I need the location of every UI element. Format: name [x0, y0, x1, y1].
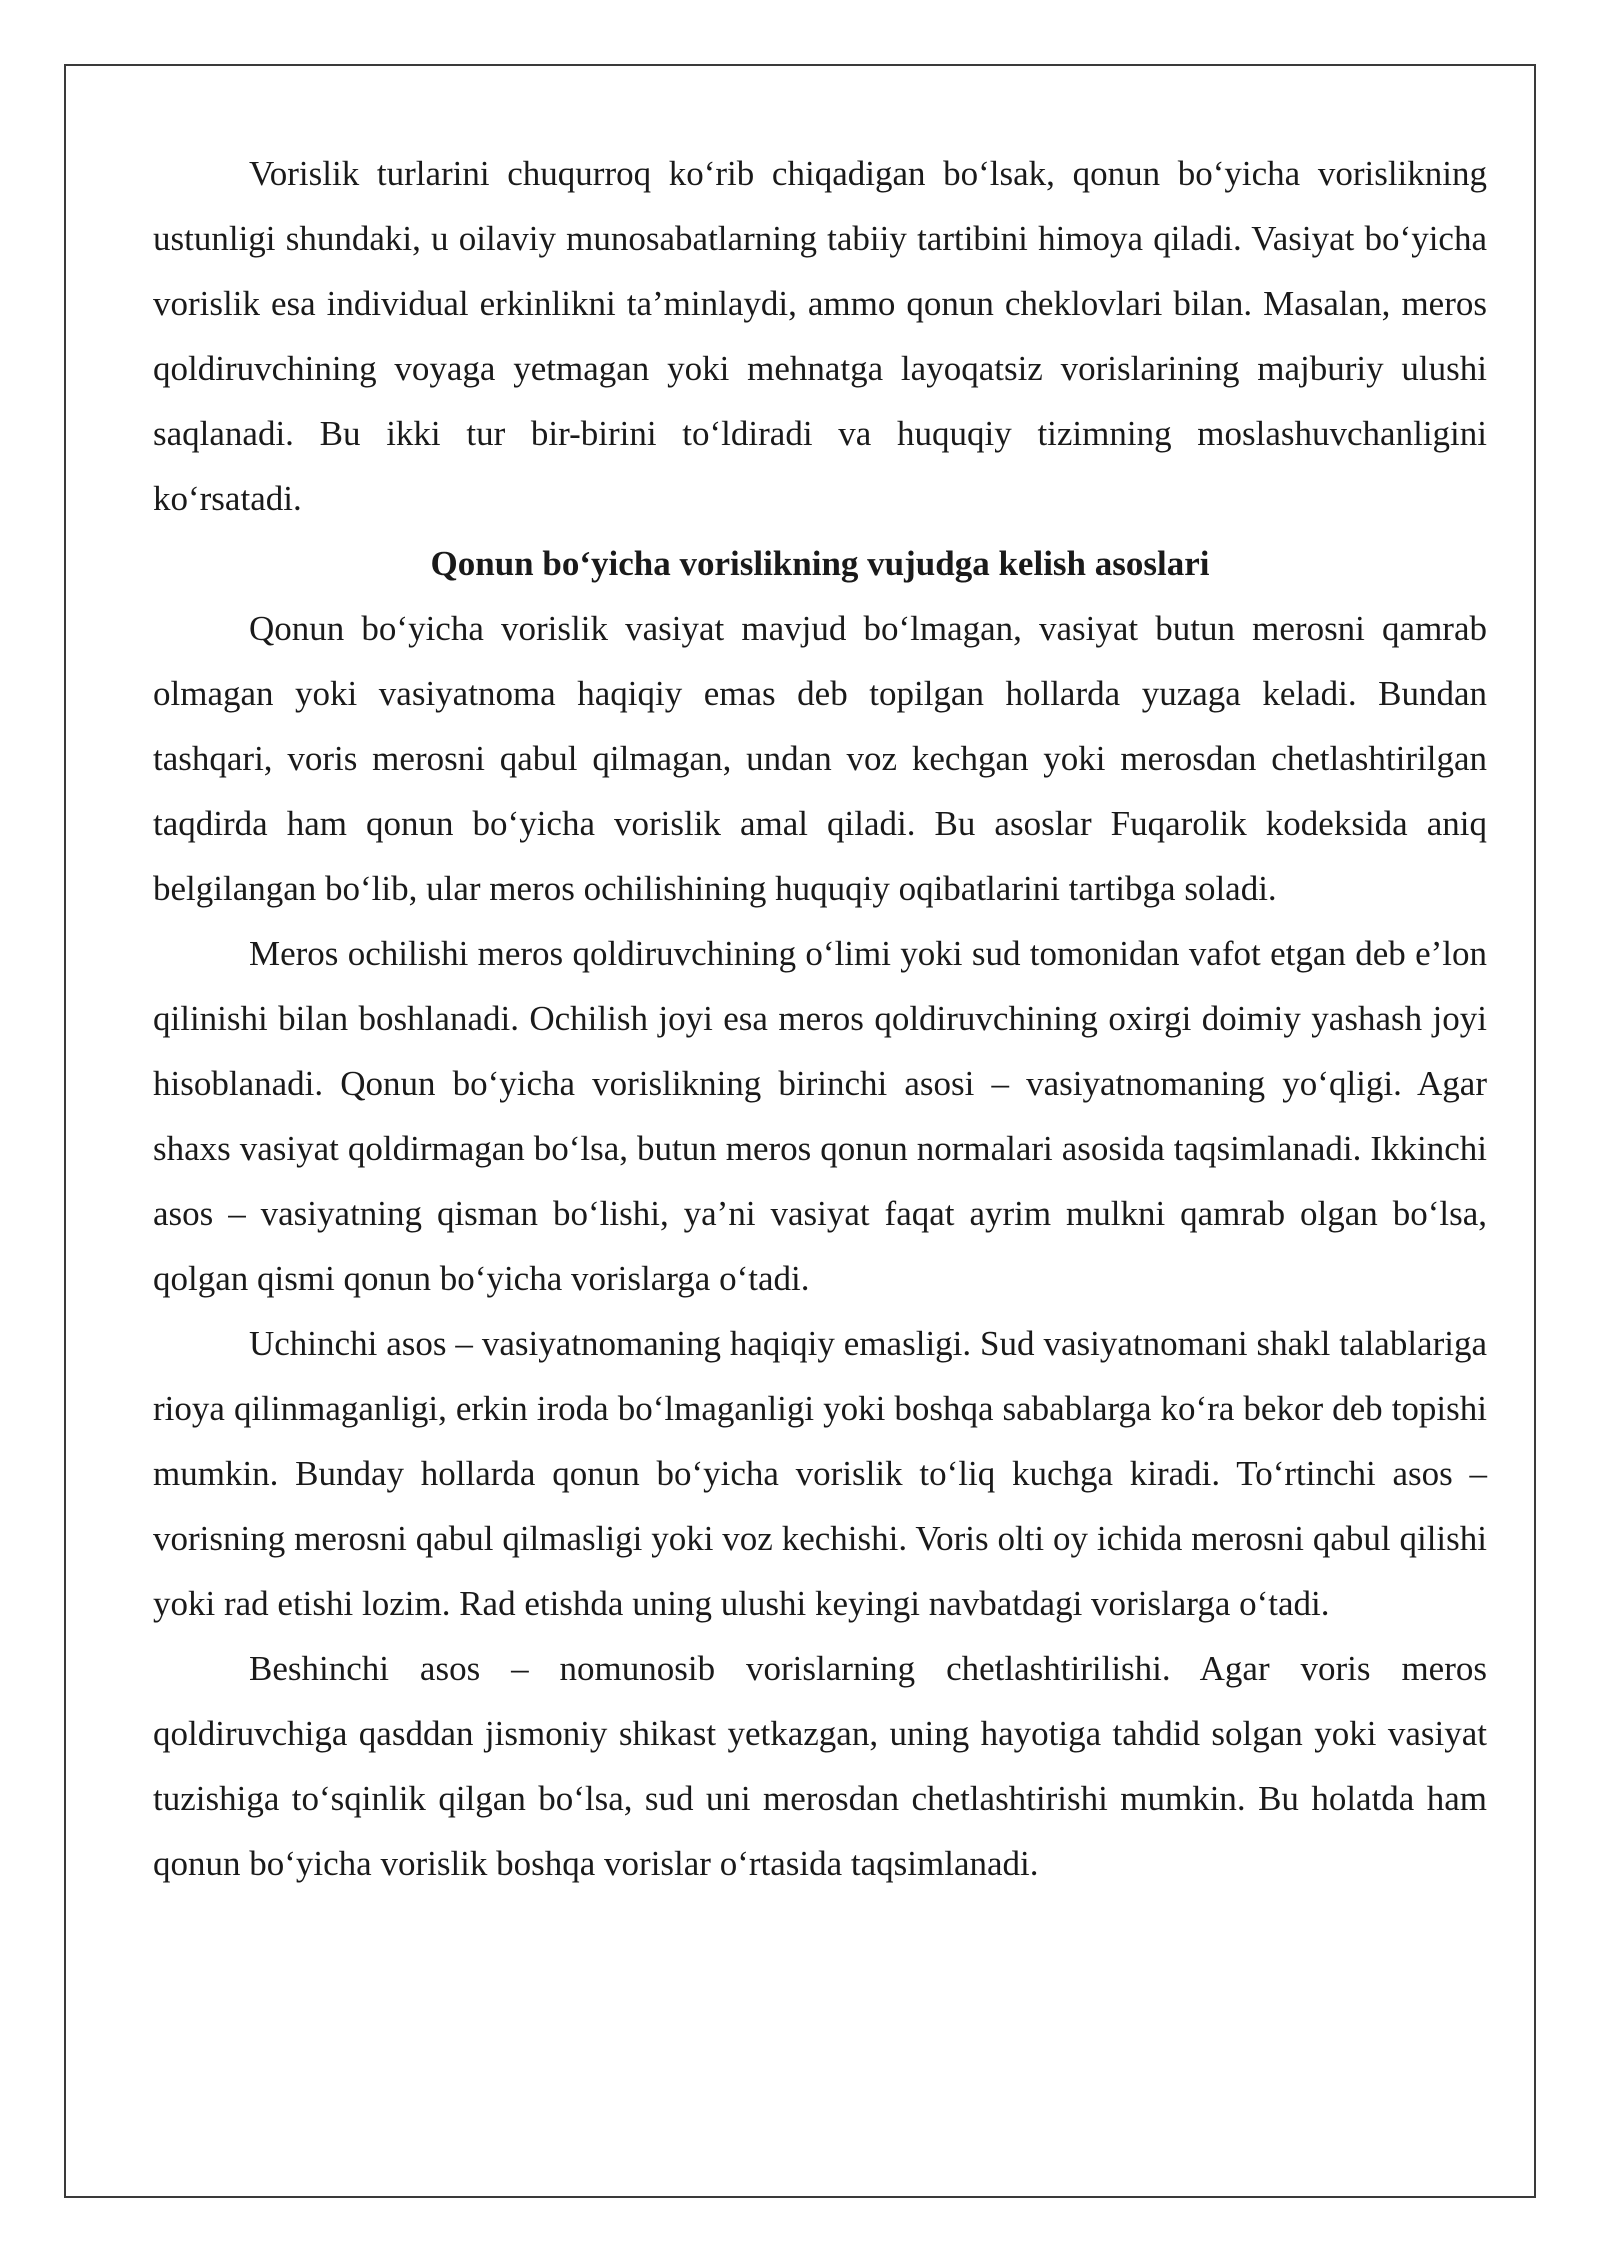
- paragraph-3: Uchinchi asos – vasiyatnomaning haqiqiy emasligi. Sud vasiyatnomani shakl talablariga rioya qilinmaganligi, erkin iroda bo‘lmaganligi yoki boshqa sabablarga ko‘ra bekor deb topishi mumkin. Bunday hollarda qonun bo‘yicha vorislik to‘liq kuchga kiradi. To‘rtinchi asos – vorisning merosni qabul qilmasligi yoki voz kechishi. Voris olti oy ichida merosni qabul qilishi yoki rad etishi lozim. Rad etishda uning ulushi keyingi navbatdagi vorislarga o‘tadi.: [153, 1324, 1487, 1623]
- section-heading: Qonun bo‘yicha vorislikning vujudga kelish asoslari: [430, 544, 1210, 583]
- paragraph-intro: Vorislik turlarini chuqurroq ko‘rib chiqadigan bo‘lsak, qonun bo‘yicha vorislikning ustunligi shundaki, u oilaviy munosabatlarning tabiiy tartibini himoya qiladi. Vasiyat bo‘yicha vorislik esa individual erkinlikni ta’minlaydi, ammo qonun cheklovlari bilan. Masalan, meros qoldiruvchining voyaga yetmagan yoki mehnatga layoqatsiz vorislarining majburiy ulushi saqlanadi. Bu ikki tur bir-birini to‘ldiradi va huquqiy tizimning moslashuvchanligini ko‘rsatadi.: [153, 154, 1487, 518]
- paragraph-4: Beshinchi asos – nomunosib vorislarning chetlashtirilishi. Agar voris meros qoldiruvchiga qasddan jismoniy shikast yetkazgan, uning hayotiga tahdid solgan yoki vasiyat tuzishiga to‘sqinlik qilgan bo‘lsa, sud uni merosdan chetlashtirishi mumkin. Bu holatda ham qonun bo‘yicha vorislik boshqa vorislar o‘rtasida taqsimlanadi.: [153, 1649, 1487, 1883]
- paragraph-1: Qonun bo‘yicha vorislik vasiyat mavjud bo‘lmagan, vasiyat butun merosni qamrab olmagan yoki vasiyatnoma haqiqiy emas deb topilgan hollarda yuzaga keladi. Bundan tashqari, voris merosni qabul qilmagan, undan voz kechgan yoki merosdan chetlashtirilgan taqdirda ham qonun bo‘yicha vorislik amal qiladi. Bu asoslar Fuqarolik kodeksida aniq belgilangan bo‘lib, ular meros ochilishining huquqiy oqibatlarini tartibga soladi.: [153, 609, 1487, 908]
- document-body: [153, 141, 1487, 1896]
- paragraph-2: Meros ochilishi meros qoldiruvchining o‘limi yoki sud tomonidan vafot etgan deb e’lon qilinishi bilan boshlanadi. Ochilish joyi esa meros qoldiruvchining oxirgi doimiy yashash joyi hisoblanadi. Qonun bo‘yicha vorislikning birinchi asosi – vasiyatnomaning yo‘qligi. Agar shaxs vasiyat qoldirmagan bo‘lsa, butun meros qonun normalari asosida taqsimlanadi. Ikkinchi asos – vasiyatning qisman bo‘lishi, ya’ni vasiyat faqat ayrim mulkni qamrab olgan bo‘lsa, qolgan qismi qonun bo‘yicha vorislarga o‘tadi.: [153, 934, 1487, 1298]
